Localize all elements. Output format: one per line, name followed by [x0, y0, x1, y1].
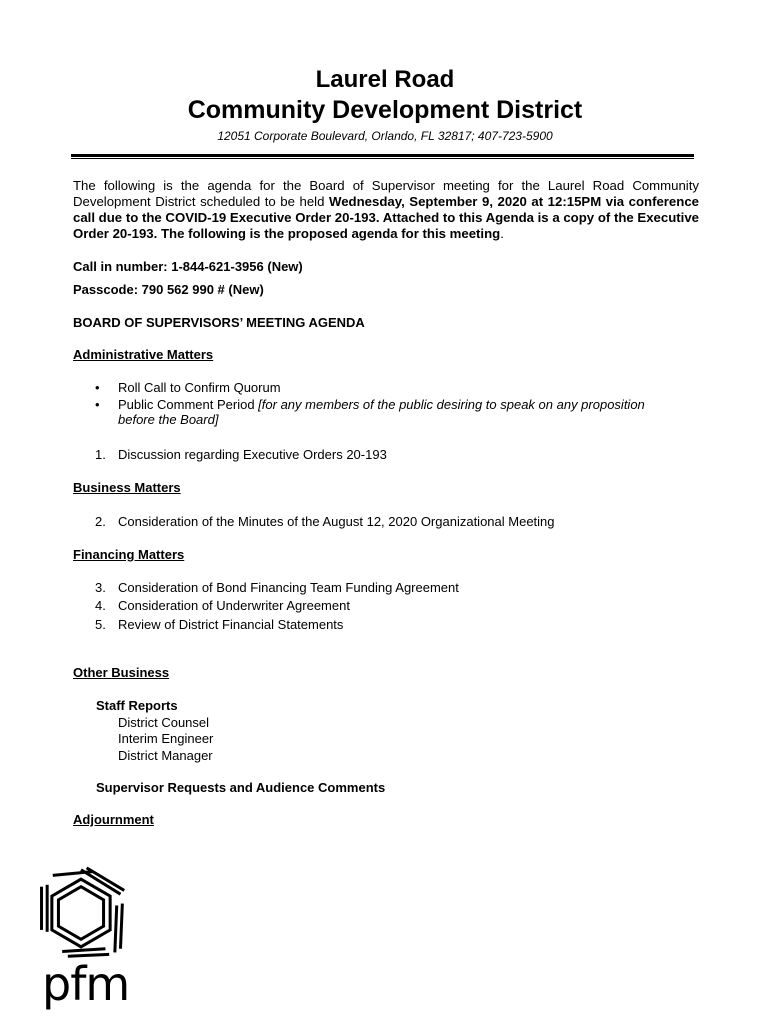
agenda-item: Discussion regarding Executive Orders 20-193: [118, 447, 387, 462]
pfm-logo-icon: [34, 866, 128, 960]
header-rule-thick: [71, 154, 694, 157]
intro-paragraph: [73, 178, 699, 242]
district-subtitle: Community Development District: [187, 96, 583, 124]
staff-report-item: District Counsel: [118, 715, 210, 730]
item-number: 4.: [95, 598, 106, 613]
public-comment-note: [for any members of the public desiring to speak on any proposition: [258, 397, 645, 412]
staff-report-item: District Manager: [118, 748, 213, 763]
agenda-item: Review of District Financial Statements: [118, 617, 344, 632]
agenda-item: Consideration of the Minutes of the August 12, 2020 Organizational Meeting: [118, 514, 555, 529]
financing-matters-heading: Financing Matters: [73, 547, 185, 562]
agenda-item: Consideration of Bond Financing Team Funding Agreement: [118, 580, 459, 595]
public-comment-item: [118, 397, 645, 413]
staff-report-item: Interim Engineer: [118, 731, 214, 746]
bullet-icon: •: [95, 397, 100, 412]
staff-reports-heading: Staff Reports: [96, 698, 178, 713]
pfm-logo-text: pfm: [42, 957, 130, 1011]
intro-normal-text: The following is the agenda for the Board of Supervisor meeting for the Laurel Road Community Development District scheduled to be held: [73, 178, 699, 209]
item-number: 2.: [95, 514, 106, 529]
public-comment-label: Public Comment Period: [118, 397, 259, 412]
public-comment-note-cont: [118, 412, 218, 428]
bullet-icon: •: [95, 380, 100, 395]
item-number: 1.: [95, 447, 106, 462]
item-number: 5.: [95, 617, 106, 632]
header-rule-thin: [71, 158, 694, 159]
public-comment-note-line2: before the Board]: [118, 412, 219, 427]
call-in-number: Call in number: 1-844-621-3956 (New): [73, 259, 303, 274]
business-matters-heading: Business Matters: [73, 480, 181, 495]
other-business-heading: Other Business: [73, 665, 170, 680]
passcode: Passcode: 790 562 990 # (New): [73, 282, 264, 297]
adjournment-heading: Adjournment: [73, 812, 154, 827]
supervisor-requests-heading: Supervisor Requests and Audience Comments: [96, 780, 386, 795]
agenda-heading: BOARD OF SUPERVISORS’ MEETING AGENDA: [73, 315, 365, 330]
agenda-item: Consideration of Underwriter Agreement: [118, 598, 350, 613]
item-number: 3.: [95, 580, 106, 595]
intro-end-text: .: [500, 226, 504, 241]
intro-bold-text: Wednesday, September 9, 2020 at 12:15PM via conference call due to the COVID-19 Executive Order 20-193. Attached to this Agenda is a copy of the Executive Order 20-193. The following is the proposed agenda for this meeting: [73, 194, 699, 241]
district-address: 12051 Corporate Boulevard, Orlando, FL 32817; 407-723-5900: [217, 129, 553, 143]
district-name: Laurel Road: [315, 66, 455, 93]
administrative-matters-heading: Administrative Matters: [73, 347, 214, 362]
roll-call-item: Roll Call to Confirm Quorum: [118, 380, 281, 395]
